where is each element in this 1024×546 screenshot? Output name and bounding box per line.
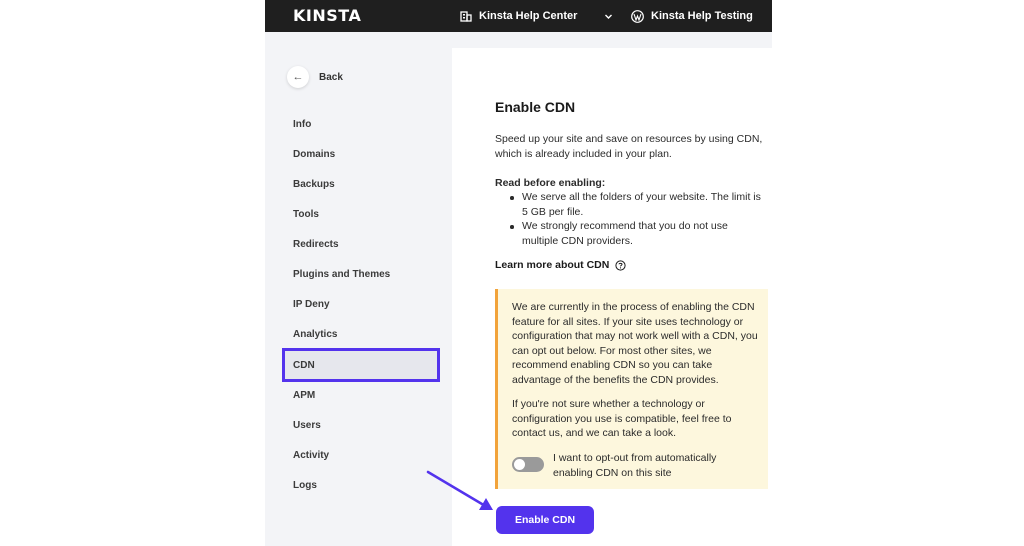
sidebar-item-info[interactable]: Info [293, 118, 312, 130]
list-item: We strongly recommend that you do not use multiple CDN providers. [510, 219, 765, 248]
list-item: We serve all the folders of your website. The limit is 5 GB per file. [510, 190, 765, 219]
help-circle-icon [615, 260, 626, 271]
sidebar-item-backups[interactable]: Backups [293, 178, 335, 190]
site-name: Kinsta Help Testing [651, 10, 753, 22]
app-window [265, 0, 772, 546]
chevron-down-icon [604, 12, 613, 21]
site-switcher[interactable] [631, 0, 753, 32]
sidebar-item-domains[interactable]: Domains [293, 148, 336, 160]
intro-text: Speed up your site and save on resources by using CDN, which is already included in your plan. [495, 133, 763, 160]
kinsta-logo[interactable]: KINSTA [293, 6, 362, 25]
sidebar-item-redirects[interactable]: Redirects [293, 238, 339, 250]
building-icon [460, 10, 472, 22]
sidebar-item-users[interactable]: Users [293, 419, 321, 431]
read-before-heading: Read before enabling: [495, 177, 606, 189]
opt-out-toggle[interactable] [512, 457, 544, 472]
top-bar [265, 0, 772, 32]
sidebar-item-apm[interactable]: APM [293, 389, 316, 401]
page-title: Enable CDN [495, 99, 576, 115]
sidebar-item-analytics[interactable]: Analytics [293, 328, 338, 340]
site-switcher-toggle[interactable] [604, 0, 620, 32]
sidebar-item-tools[interactable]: Tools [293, 208, 319, 220]
help-center-label: Kinsta Help Center [479, 10, 578, 22]
enable-cdn-button[interactable]: Enable CDN [496, 506, 594, 534]
sidebar-item-ip-deny[interactable]: IP Deny [293, 298, 330, 310]
sidebar-item-logs[interactable]: Logs [293, 479, 317, 491]
wordpress-icon [631, 10, 644, 23]
opt-out-label: I want to opt-out from automatically enabling CDN on this site [553, 452, 717, 479]
notice-paragraph: If you're not sure whether a technology or configuration you use is compatible, feel free to contact us, and we can take a look. [512, 398, 732, 439]
arrow-left-icon: ← [287, 66, 309, 88]
back-label: Back [319, 71, 343, 83]
toggle-knob [514, 459, 525, 470]
cdn-panel [452, 48, 772, 546]
back-button[interactable] [287, 66, 343, 88]
learn-more-label: Learn more about CDN [495, 259, 610, 271]
sidebar [265, 32, 452, 546]
help-center-link[interactable] [460, 0, 577, 32]
learn-more-link[interactable] [495, 259, 626, 271]
requirements-list [510, 190, 765, 248]
sidebar-item-cdn[interactable]: CDN [293, 359, 315, 371]
sidebar-item-plugins-and-themes[interactable]: Plugins and Themes [293, 268, 391, 280]
notice-paragraph: We are currently in the process of enabling the CDN feature for all sites. If your site uses technology or configuration that may not work well with a CDN, you can opt out below. For most other sites, we recommend enabling CDN so you can take advantage of the benefits the CDN provides. [512, 301, 758, 386]
cdn-notice [495, 289, 768, 489]
sidebar-item-activity[interactable]: Activity [293, 449, 330, 461]
pointer-arrow [0, 0, 1, 1]
